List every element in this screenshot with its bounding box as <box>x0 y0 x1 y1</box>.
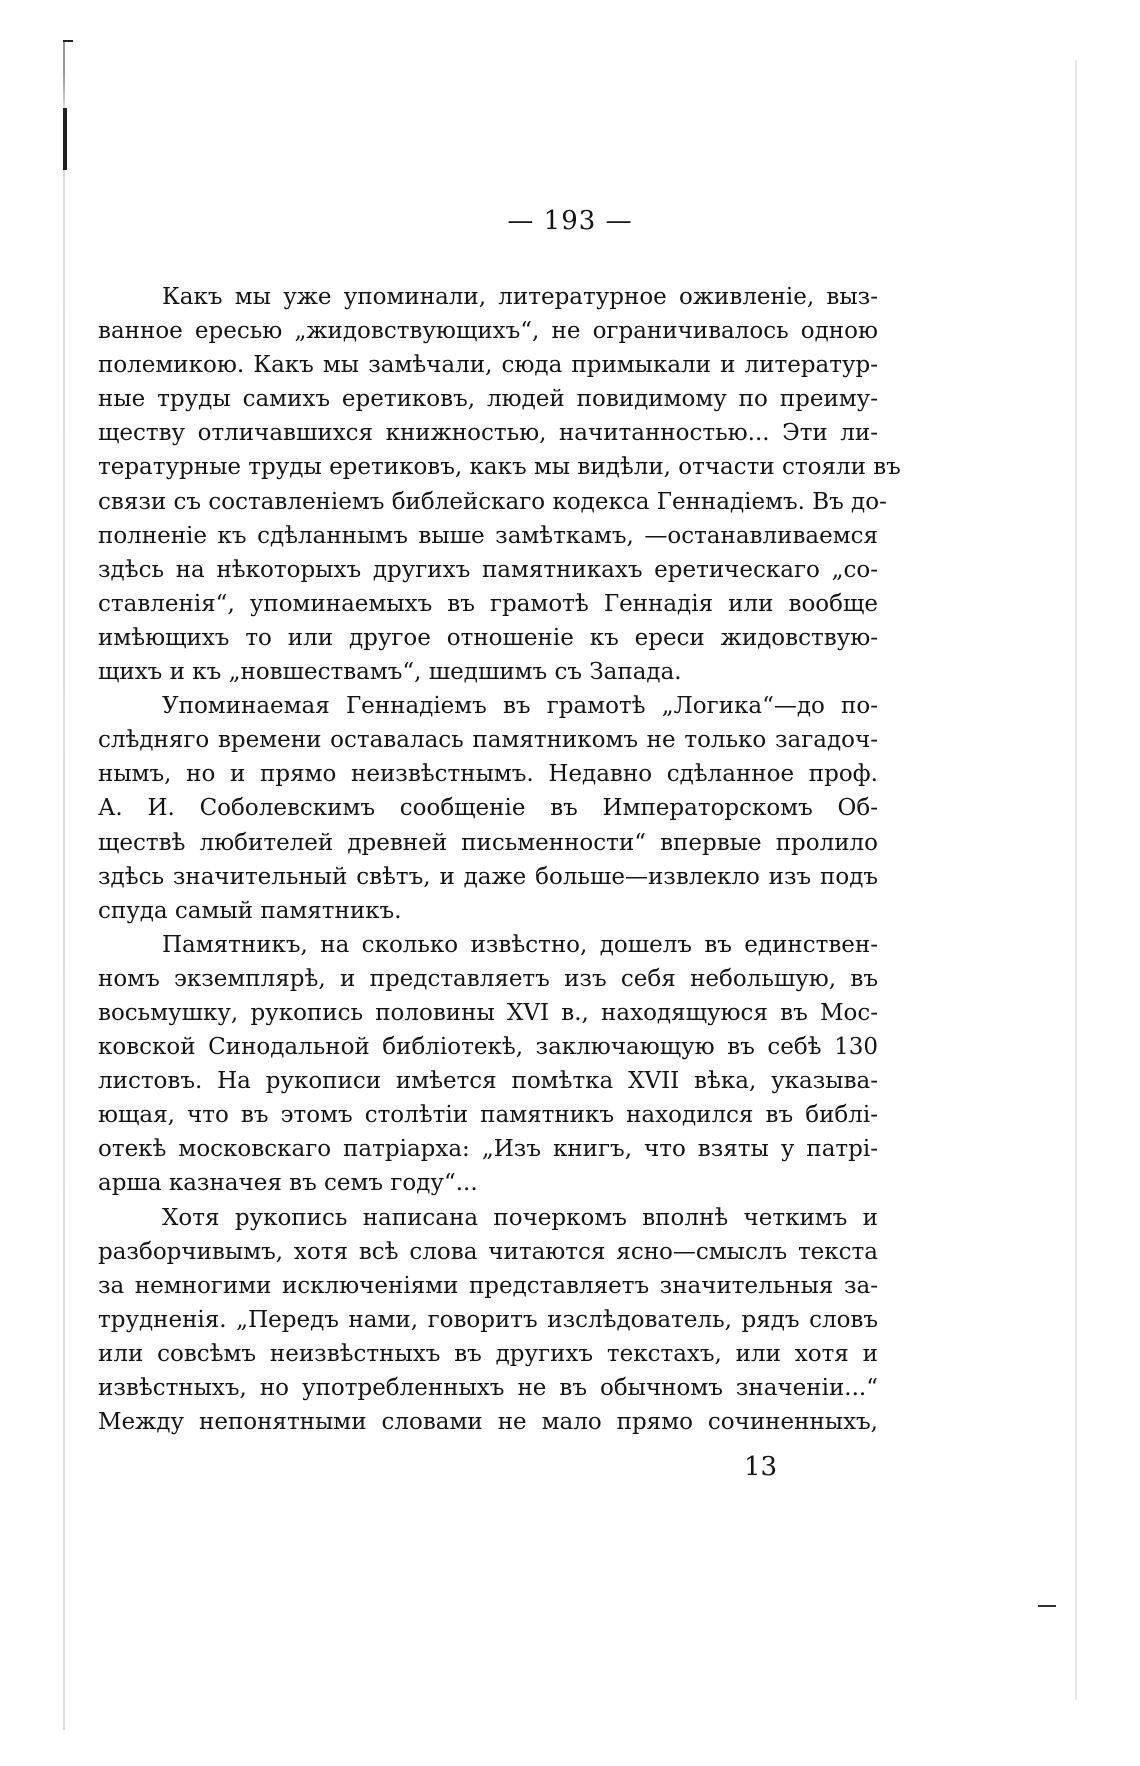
body-text <box>98 280 901 1439</box>
scan-edge-right <box>1075 60 1077 1700</box>
text-line: восьмушку, рукопись половины XVI в., находящуюся въ Мос- <box>98 999 878 1026</box>
text-line: отекѣ московскаго патріарха: „Изъ книгъ, что взяты у патрі- <box>98 1136 878 1163</box>
text-line: Хотя рукопись написана почеркомъ вполнѣ четкимъ и <box>162 1204 878 1231</box>
text-line: полемикою. Какъ мы замѣчали, сюда примыкали и литератур- <box>98 352 878 379</box>
scan-edge-left <box>63 40 65 1730</box>
text-line: ющая, что въ этомъ столѣтіи памятникъ находился въ библі- <box>98 1102 878 1129</box>
text-line: трудненія. „Передъ нами, говоритъ изслѣдователь, рядъ словъ <box>98 1306 878 1333</box>
text-line: Памятникъ, на сколько извѣстно, дошелъ въ единствен- <box>162 931 878 958</box>
text-line: ковской Синодальной библіотекѣ, заключающую въ себѣ 130 <box>98 1034 878 1061</box>
signature-mark: 13 <box>744 1452 778 1482</box>
text-line: Между непонятными словами не мало прямо сочиненныхъ, <box>98 1409 878 1436</box>
text-line: извѣстныхъ, но употребленныхъ не въ обычномъ значеніи...“ <box>98 1375 878 1401</box>
text-line: разборчивымъ, хотя всѣ слова читаются ясно—смыслъ текста <box>98 1238 878 1265</box>
text-line: ванное ересью „жидовствующихъ“, не ограничивалось одною <box>98 318 878 345</box>
text-line: имѣющихъ то или другое отношеніе къ ереси жидовствую- <box>98 624 878 651</box>
text-line: нымъ, но и прямо неизвѣстнымъ. Недавно сдѣланное проф. <box>98 761 878 788</box>
text-line: или совсѣмъ неизвѣстныхъ въ другихъ текстахъ, или хотя и <box>98 1340 878 1367</box>
text-line: Упоминаемая Геннадіемъ въ грамотѣ „Логика“—до по- <box>162 693 878 720</box>
text-line: за немногими исключеніями представляетъ значительныя за- <box>98 1272 878 1299</box>
text-line: здѣсь на нѣкоторыхъ другихъ памятникахъ еретическаго „со- <box>98 556 878 583</box>
text-line: щихъ и къ „новшествамъ“, шедшимъ съ Запада. <box>98 659 682 686</box>
text-line: номъ экземплярѣ, и представляетъ изъ себя небольшую, въ <box>98 965 878 992</box>
text-line: связи съ составленіемъ библейскаго кодекса Геннадіемъ. Въ до- <box>98 488 887 515</box>
scan-corner <box>63 40 73 42</box>
text-line: ставленія“, упоминаемыхъ въ грамотѣ Геннадія или вообще <box>98 590 878 617</box>
scan-edge-mark <box>63 108 67 170</box>
text-line: А. И. Соболевскимъ сообщеніе въ Императорскомъ Об- <box>98 795 878 822</box>
text-line: арша казначея въ семъ году“... <box>98 1170 478 1197</box>
page-number-header: — 193 — <box>507 206 633 236</box>
text-line: ществу отличавшихся книжностью, начитанностью... Эти ли- <box>98 420 878 447</box>
text-line: тературные труды еретиковъ, какъ мы видѣли, отчасти стояли въ <box>98 454 901 481</box>
text-line: полненіе къ сдѣланнымъ выше замѣткамъ, —останавливаемся <box>98 522 878 549</box>
text-line: листовъ. На рукописи имѣется помѣтка XVII вѣка, указыва- <box>98 1068 878 1095</box>
text-line: ные труды самихъ еретиковъ, людей повидимому по преиму- <box>98 386 878 413</box>
text-line: Какъ мы уже упоминали, литературное оживленіе, выз- <box>162 284 878 310</box>
margin-dash <box>1038 1605 1056 1607</box>
text-line: спуда самый памятникъ. <box>98 897 402 924</box>
text-line: здѣсь значительный свѣтъ, и даже больше—извлекло изъ подъ <box>98 863 878 890</box>
text-line: слѣдняго времени оставалась памятникомъ не только загадоч- <box>98 727 878 754</box>
text-line: ществѣ любителей древней письменности“ впервые пролило <box>98 829 878 856</box>
